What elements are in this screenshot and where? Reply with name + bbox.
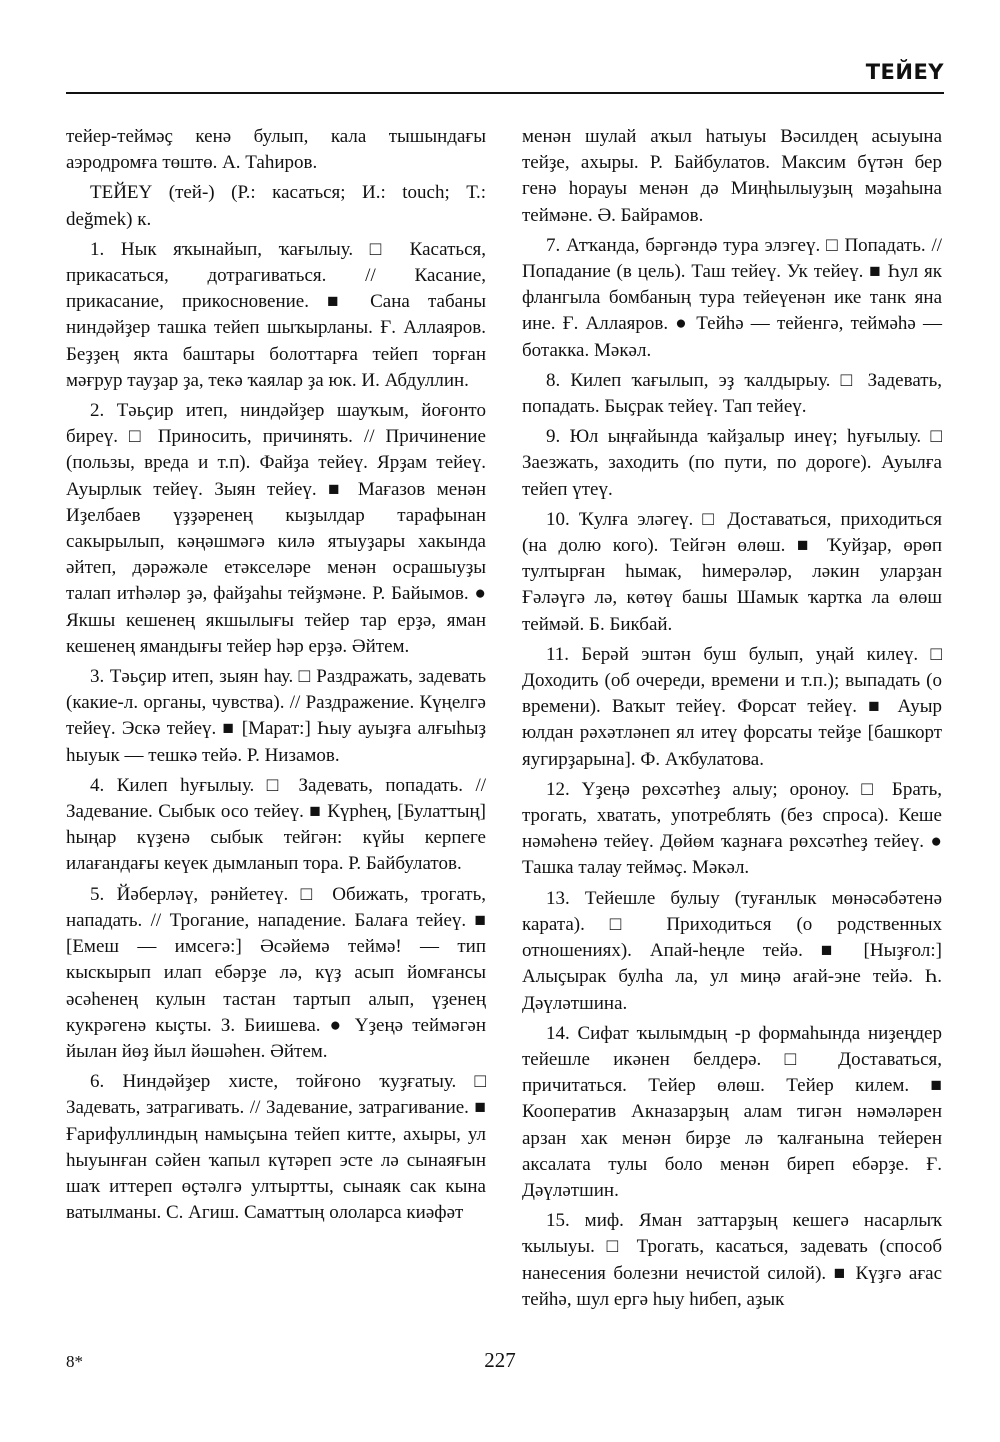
paragraph: 7. Атҡанда, бәргәндә тура элэгеү. □ Попадать. // Попадание (в цель). Таш тейеү. Ук тейеү. ■ Һул як флангыла бомбаның тура тейеүенән ике танк яна ине. Ғ. Аллаяров. ● Тейһә — тейенгә, теймәһә — ботакка. Мәкәл. <box>522 234 942 361</box>
paragraph: менән шулай аҡыл һатыуы Вәсилдең асыуына тейҙе, ахыры. Р. Байбулатов. Максим бүтән бер генә һорауы менән дә Миңһылыуҙың мәҙаһына теймәне. Ә. Байрамов. <box>522 126 942 226</box>
paragraph: 14. Сифат ҡылымдың -р формаһында ниҙеңдер тейешле икәнен белдерә. □ Доставаться, причитаться. Тейер өлөш. Тейер килем. ■ Кооператив Акназарҙың алам тигән нәмәләрен арзан хак менән бирҙе лә ҡалғанына тейерен аксалата тулы боло менән биреп ебәрҙе. Ғ. Дәүләтшин. <box>522 1022 942 1201</box>
paragraph: 2. Тәьҫир итеп, ниндәйҙер шауҡым, йоғонто биреү. □ Приносить, причинять. // Причинение (пользы, вреда и т.п). Файҙа тейеү. Ярҙам тейеү. Ауырлык тейеү. Зыян тейеү. ■ Мағазов менән Иҙелбаев үҙҙәренең кыҙылдар тарафынан сакырылып, кәңәшмәгә килә ятыуҙары хакында әйтеп, дәрәжәле етәкселәре менән осрашыуҙы талап итһәләр ҙә, файҙаһы тейҙмәне. Р. Байымов. ● Якшы кешенең якшылығы тейер тар ерҙә, яман кешенең ямандығы тейер һәр ерҙә. Әйтем. <box>66 400 486 657</box>
signature-mark: 8* <box>66 1352 83 1371</box>
running-head-title: ТЕЙЕҮ <box>865 60 944 84</box>
paragraph: 10. Ҡулға эләгеү. □ Доставаться, приходиться (на долю кого). Тейгән өлөш. ■ Ҡуйҙар, өрөп тултырған һымак, һимерәләр, ләкин уларҙан Ғәләүгә лә, көтөү башы Шамык ҡартка ла өлөш теймәй. Б. Бикбай. <box>522 508 942 635</box>
paragraph: 1. Нык яҡынайып, ҡағылыу. □ Касаться, прикасаться, дотрагиваться. // Касание, прикасание, прикосновение. ■ Сана табаны ниндәйҙер ташка тейеп шыҡырланы. Ғ. Аллаяров. Беҙҙең якта баштары болоттарға тейеп торған мәғрур тауҙар ҙа, текә ҡаялар ҙа юк. И. Абдуллин. <box>66 238 486 391</box>
running-header <box>66 58 944 94</box>
paragraph: 8. Килеп ҡағылып, эҙ ҡалдырыу. □ Задевать, попадать. Быҫрак тейеү. Тап тейеү. <box>522 369 942 418</box>
paragraph: 3. Тәьҫир итеп, зыян һау. □ Раздражать, задевать (какие-л. органы, чувства). // Раздражение. Күңелгә тейеү. Эскә тейеү. ■ [Марат:] Һыу ауыҙға алғыһыҙ һыуык — тешкә тейә. Р. Низамов. <box>66 666 486 766</box>
right-column <box>522 124 942 1317</box>
page-number: 227 <box>484 1348 516 1372</box>
paragraph: 9. Юл ыңғайында ҡайҙалыр инеү; һуғылыу. □ Заезжать, заходить (по пути, по дороге). Ауылға тейеп үтеү. <box>522 426 942 500</box>
paragraph: 6. Ниндәйҙер хисте, тойғоно ҡуҙғатыу. □ Задевать, затрагивать. // Задевание, затрагивание. ■ Ғарифуллиндың намыҫына тейеп китте, ахыры, ул һыуынған сәйен ҡапыл күтәреп эсте лә сынаяғын шаҡ иттереп өҫтәлгә ултыртты, сынаяк сак кына ватылманы. С. Агиш. Саматтың ололарса киәфәт <box>66 1071 486 1224</box>
paragraph: 12. Үҙеңә рөхсәтһеҙ алыу; ороноу. □ Брать, трогать, хватать, употреблять (без спроса). Кеше нәмәһенә тейеү. Дөйөм ҡаҙнаға рөхсәтһеҙ тейеү. ● Ташка талау теймәҫ. Мәкәл. <box>522 778 942 879</box>
paragraph: 4. Килеп һуғылыу. □ Задевать, попадать. // Задевание. Сыбык осо тейеү. ■ Күрһең, [Булаттың] һыңар күҙенә сыбык тейгән: күйы керпеге илағандағы кеүек дымланып тора. Р. Байбулатов. <box>66 774 486 875</box>
paragraph: 13. Тейешле булыу (туғанлык мөнәсәбәтенә карата). □ Приходиться (о родственных отношениях). Апай-һеңле тейә. ■ [Ныҙғол:] Алыҫырак булһа ла, ул миңә ағай-эне тейә. Һ. Дәүләтшина. <box>522 887 942 1014</box>
paragraph: 5. Йәберләү, рәнйетеү. □ Обижать, трогать, нападать. // Трогание, нападение. Балаға тейеү. ■ [Емеш — имсегә:] Әсәйемә теймә! — тип кыскырып илап ебәрҙе лә, күҙ асып йомғансы әсәһенең кулын тастан тартып алып, үҙенең кукрәгенә кыҫты. З. Биишева. ● Үҙеңә теймәгән йылан йөҙ йыл йәшәһен. Әйтем. <box>66 883 486 1062</box>
left-column <box>66 124 486 1230</box>
paragraph: тейер-теймәҫ кенә булып, кала тышындағы аэродромға төштө. А. Таһиров. <box>66 126 486 174</box>
paragraph: 15. миф. Яман заттарҙың кешегә насарлыҡ ҡылыуы. □ Трогать, касаться, задевать (способ нанесения болезни нечистой силой). ■ Күҙгә ағас тейһә, шул ергә һыу һибеп, аҙык <box>522 1210 942 1310</box>
paragraph: ТЕЙЕҮ (тей-) (Р.: касаться; И.: touch; Т.: değmek) к. <box>66 182 486 230</box>
paragraph: 11. Берәй эштән буш булып, уңай килеү. □ Доходить (об очереди, времени и т.п.); выпадать (о времени). Ваҡыт тейеү. Форсат тейеү. ■ Ауыр юлдан рәхәтләнеп ял итеү форсаты тейҙе [башкорт яугирҙарына]. Ф. Аҡбулатова. <box>522 643 942 770</box>
